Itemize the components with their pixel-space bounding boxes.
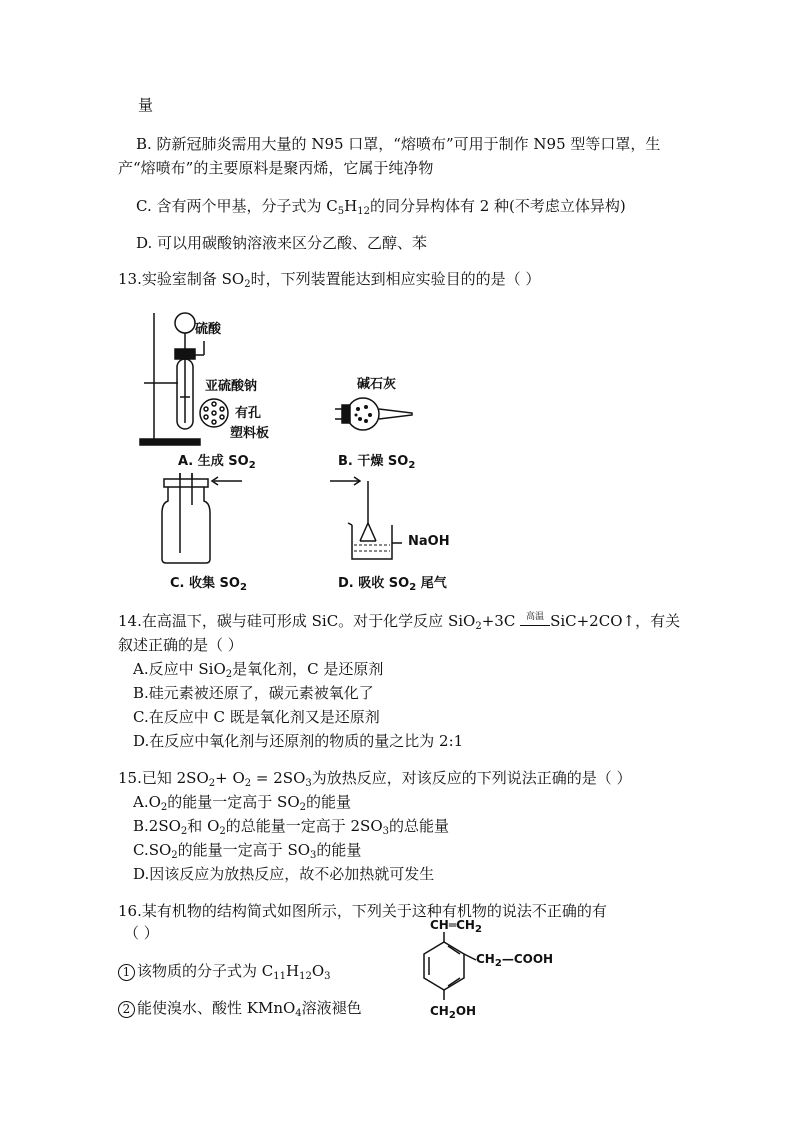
q16-answer-paren: （ ） [124,924,159,942]
q14-option-d: D.在反应中氧化剂与还原剂的物质的量之比为 2:1 [133,732,464,750]
q14-option-a: A.反应中 SiO$_2$是氧化剂，C 是还原剂 [133,660,384,680]
q12-option-d: D. 可以用碳酸钠溶液来区分乙酸、乙醇、苯 [136,234,428,252]
q14-stem-line1: 14.在高温下，碳与硅可形成 SiC。对于化学反应 SiO$_2$+3C 高温 SiC+2CO↑，有关 [118,610,680,638]
q15-option-a: $A.O_2$的能量一定高于 $SO_2$的能量 [133,793,352,813]
q13-a-caption: A. 生成 $SO_2$ [178,454,256,471]
q16-structural-formula [400,930,560,1010]
q12-option-a-tail: 量 [138,96,154,114]
q16-item-2: 2 能使溴水、酸性 KMnO$_4$溶液褪色 [118,997,362,1025]
q13-a-reagent-mid: 亚硫酸钠 [205,379,258,394]
q13-a-reagent-top: 硫酸 [195,322,222,337]
q16-item-1: 1 该物质的分子式为 $C_{11}H_{12}O_3$ [118,960,331,988]
item-number-2: 2 [118,1001,135,1018]
q16-acetic-group: $CH_2—COOH$ [476,952,554,969]
q16-vinyl-group: $CH═CH_2$ [430,918,482,935]
q15-option-d: D.因该反应为放热反应，故不必加热就可发生 [133,865,435,883]
q15-option-b: $B.2SO_2$和 $O_2$的总能量一定高于 $2SO_3$的总能量 [133,817,450,837]
q13-c-caption: C. 收集 $SO_2$ [170,576,247,593]
q13-a-plate-line2: 塑料板 [230,426,270,441]
q13-b-reagent: 碱石灰 [357,377,397,392]
q12-option-b-line1: B. 防新冠肺炎需用大量的 N95 口罩，“熔喷布”可用于制作 N95 型等口罩，生 [136,135,661,153]
q14-option-b: B.硅元素被还原了，碳元素被氧化了 [133,684,374,702]
q16-stem: 16.某有机物的结构简式如图所示，下列关于这种有机物的说法不正确的有 [118,902,607,920]
q12-option-c: C. 含有两个甲基，分子式为 $C_5H_{12}$的同分异构体有 2 种(不考虑立体异构) [136,197,626,217]
q14-stem-line2: 叙述正确的是（ ） [118,636,243,654]
q15-option-c: $C.SO_2$的能量一定高于 $SO_3$的能量 [133,841,362,861]
q13-d-caption: D. 吸收 $SO_2$ 尾气 [338,576,447,593]
q13-d-reagent: NaOH [408,534,450,549]
q12-option-b-line2: 产“熔喷布”的主要原料是聚丙烯，它属于纯净物 [118,159,434,177]
q13-a-plate-line1: 有孔 [235,406,262,421]
q14-option-c: C.在反应中 C 既是氧化剂又是还原剂 [133,708,380,726]
q16-hydroxymethyl-group: $CH_2OH$ [430,1004,477,1021]
reaction-condition: 高温 [520,613,550,635]
q13-b-caption: B. 干燥 $SO_2$ [338,454,416,471]
q13-stem: 13.实验室制备 $SO_2$时，下列装置能达到相应实验目的的是（ ） [118,270,541,290]
item-number-1: 1 [118,964,135,981]
q15-stem: 15.已知 $2SO_2+ O_2 = 2SO_3$为放热反应，对该反应的下列说法正确的是（ ） [118,769,632,789]
